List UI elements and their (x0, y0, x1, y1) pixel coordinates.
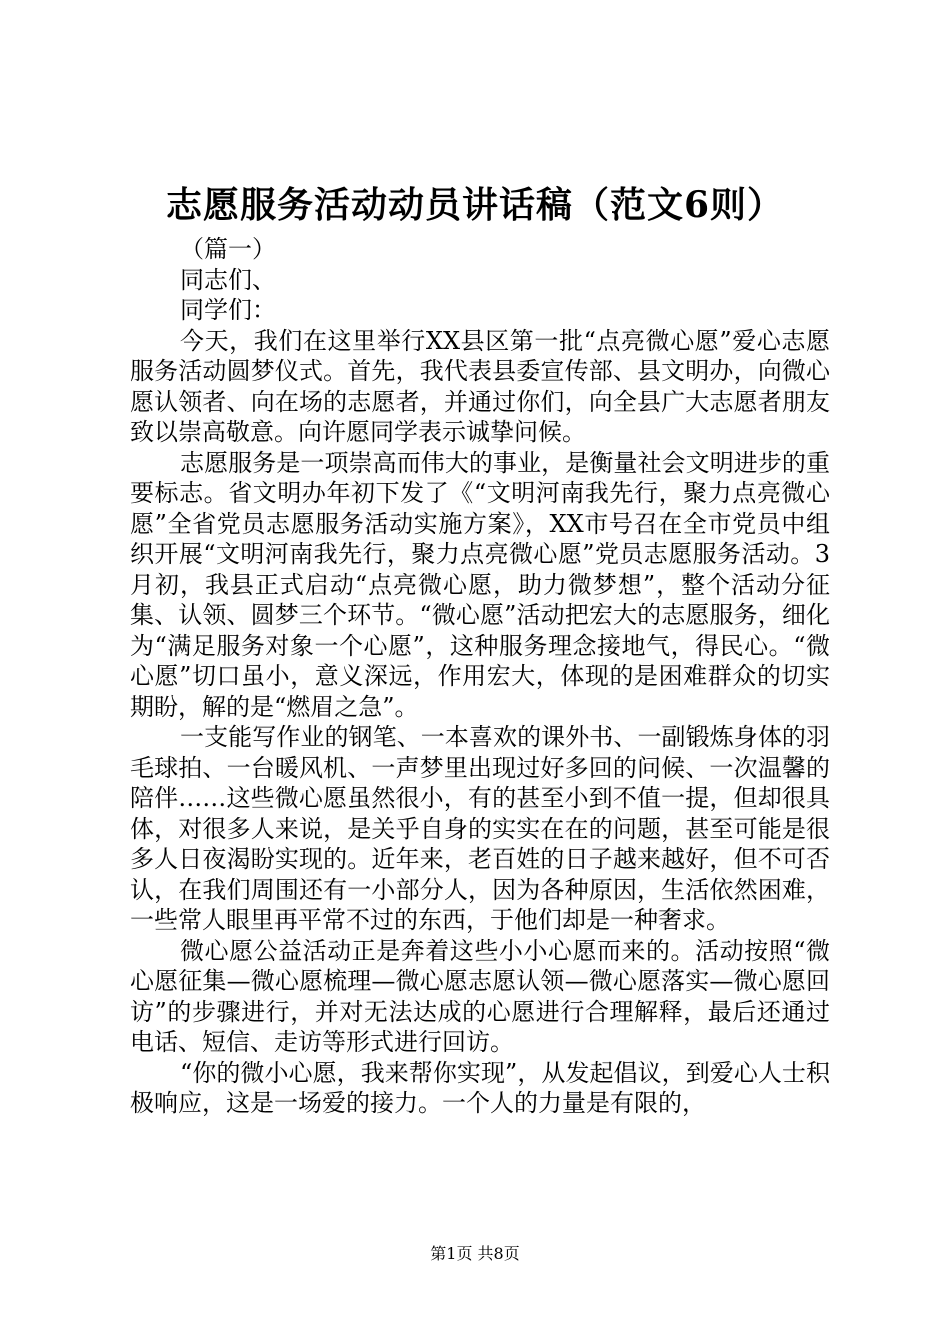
body-paragraph-5: “你的微小心愿，我来帮你实现”，从发起倡议，到爱心人士积极响应，这是一场爱的接力。一个人的力量是有限的， (130, 1058, 830, 1117)
page-footer: 第1页 共8页 (430, 1244, 520, 1263)
salutation-line-2: 同学们： (180, 296, 276, 324)
body-paragraph-3: 一支能写作业的钢笔、一本喜欢的课外书、一副锻炼身体的羽毛球拍、一台暖风机、一声梦里出现过好多回的问候、一次温馨的陪伴……这些微心愿虽然很小，有的甚至小到不值一提，但却很具体，对很多人来说，是关乎自身的实实在在的问题，甚至可能是很多人日夜渴盼实现的。近年来，老百姓的日子越来越好，但不可否认，在我们周围还有一小部分人，因为各种原因，生活依然困难，一些常人眼里再平常不过的东西，于他们却是一种奢求。 (130, 723, 830, 934)
body-paragraph-2: 志愿服务是一项崇高而伟大的事业，是衡量社会文明进步的重要标志。省文明办年初下发了《“文明河南我先行，聚力点亮微心愿”全省党员志愿服务活动实施方案》，XX市号召在全市党员中组织开展“文明河南我先行，聚力点亮微心愿”党员志愿服务活动。3月初，我县正式启动“点亮微心愿，助力微梦想”，整个活动分征集、认领、圆梦三个环节。“微心愿”活动把宏大的志愿服务，细化为“满足服务对象一个心愿”，这种服务理念接地气，得民心。“微心愿”切口虽小，意义深远，作用宏大，体现的是困难群众的切实期盼，解的是“燃眉之急”。 (130, 448, 830, 721)
body-paragraph-4: 微心愿公益活动正是奔着这些小小心愿而来的。活动按照“微心愿征集—微心愿梳理—微心愿志愿认领—微心愿落实—微心愿回访”的步骤进行，并对无法达成的心愿进行合理解释，最后还通过电话、短信、走访等形式进行回访。 (130, 936, 830, 1056)
document-title: 志愿服务活动动员讲话稿（范文6则） (165, 184, 785, 226)
salutation-line-1: 同志们、 (180, 265, 276, 294)
body-paragraph-1: 今天，我们在这里举行XX县区第一批“点亮微心愿”爱心志愿服务活动圆梦仪式。首先，我代表县委宣传部、县文明办，向微心愿认领者、向在场的志愿者，并通过你们，向全县广大志愿者朋友致以崇高敬意。向许愿同学表示诚挚问候。 (130, 326, 830, 446)
document-body (130, 234, 830, 1119)
section-label: （篇一） (180, 235, 276, 263)
